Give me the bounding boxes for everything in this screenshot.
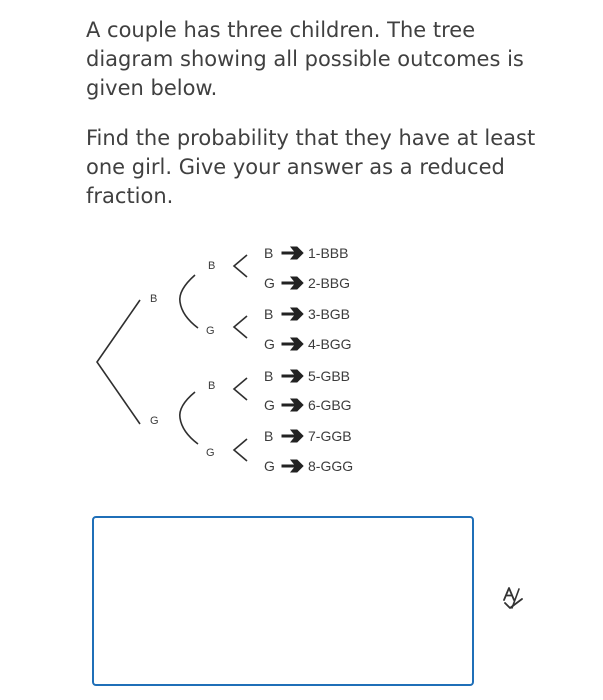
third-level-bracket: [234, 378, 247, 400]
spellcheck-icon[interactable]: [500, 586, 526, 612]
third-level-bracket: [234, 316, 247, 338]
tree-third-level-label: B: [264, 306, 274, 322]
tree-third-level-label: B: [264, 245, 274, 261]
tree-outcome: 7-GGB: [308, 428, 352, 444]
answer-input[interactable]: [92, 516, 474, 686]
tree-third-level-label: G: [264, 336, 275, 352]
tree-second-level-label: G: [206, 325, 215, 337]
tree-third-level-label: G: [264, 458, 275, 474]
tree-third-level-label: G: [264, 397, 275, 413]
arrow-right-icon: [282, 308, 303, 320]
tree-first-level-label: G: [150, 415, 159, 427]
tree-second-level-label: B: [208, 260, 216, 272]
tree-third-level-label: B: [264, 368, 274, 384]
tree-third-level-label: B: [264, 428, 274, 444]
arrow-right-icon: [282, 247, 303, 259]
tree-outcome: 5-GBB: [308, 368, 351, 384]
tree-second-level-label: B: [208, 380, 216, 392]
tree-outcome: 6-GBG: [308, 397, 352, 413]
arrow-right-icon: [282, 338, 303, 350]
tree-third-level-label: G: [264, 275, 275, 291]
arrow-right-icon: [282, 430, 303, 442]
tree-outcome: 3-BGB: [308, 306, 351, 322]
arrow-right-icon: [282, 370, 303, 382]
question-paragraph-2: Find the probability that they have at least one girl. Give your answer as a reduced fraction.: [86, 126, 536, 208]
tree-outcome: 8-GGG: [308, 458, 354, 474]
tree-second-level-label: G: [206, 447, 215, 459]
second-level-bracket: [180, 392, 198, 444]
arrow-right-icon: [282, 277, 303, 289]
arrow-right-icon: [282, 460, 303, 472]
root-bracket: [97, 300, 140, 424]
tree-outcome: 1-BBB: [308, 245, 349, 261]
tree-first-level-label: B: [150, 293, 158, 305]
arrow-icons: [282, 247, 303, 472]
question-paragraph-1: A couple has three children. The tree diagram showing all possible outcomes is given below.: [86, 18, 524, 100]
tree-outcome: 4-BGG: [308, 336, 352, 352]
spellcheck-letter-a: [504, 588, 514, 600]
second-level-bracket: [180, 275, 198, 328]
third-level-bracket: [234, 255, 247, 277]
arrow-right-icon: [282, 399, 303, 411]
tree-outcome: 2-BBG: [308, 275, 351, 291]
third-level-bracket: [234, 439, 247, 461]
